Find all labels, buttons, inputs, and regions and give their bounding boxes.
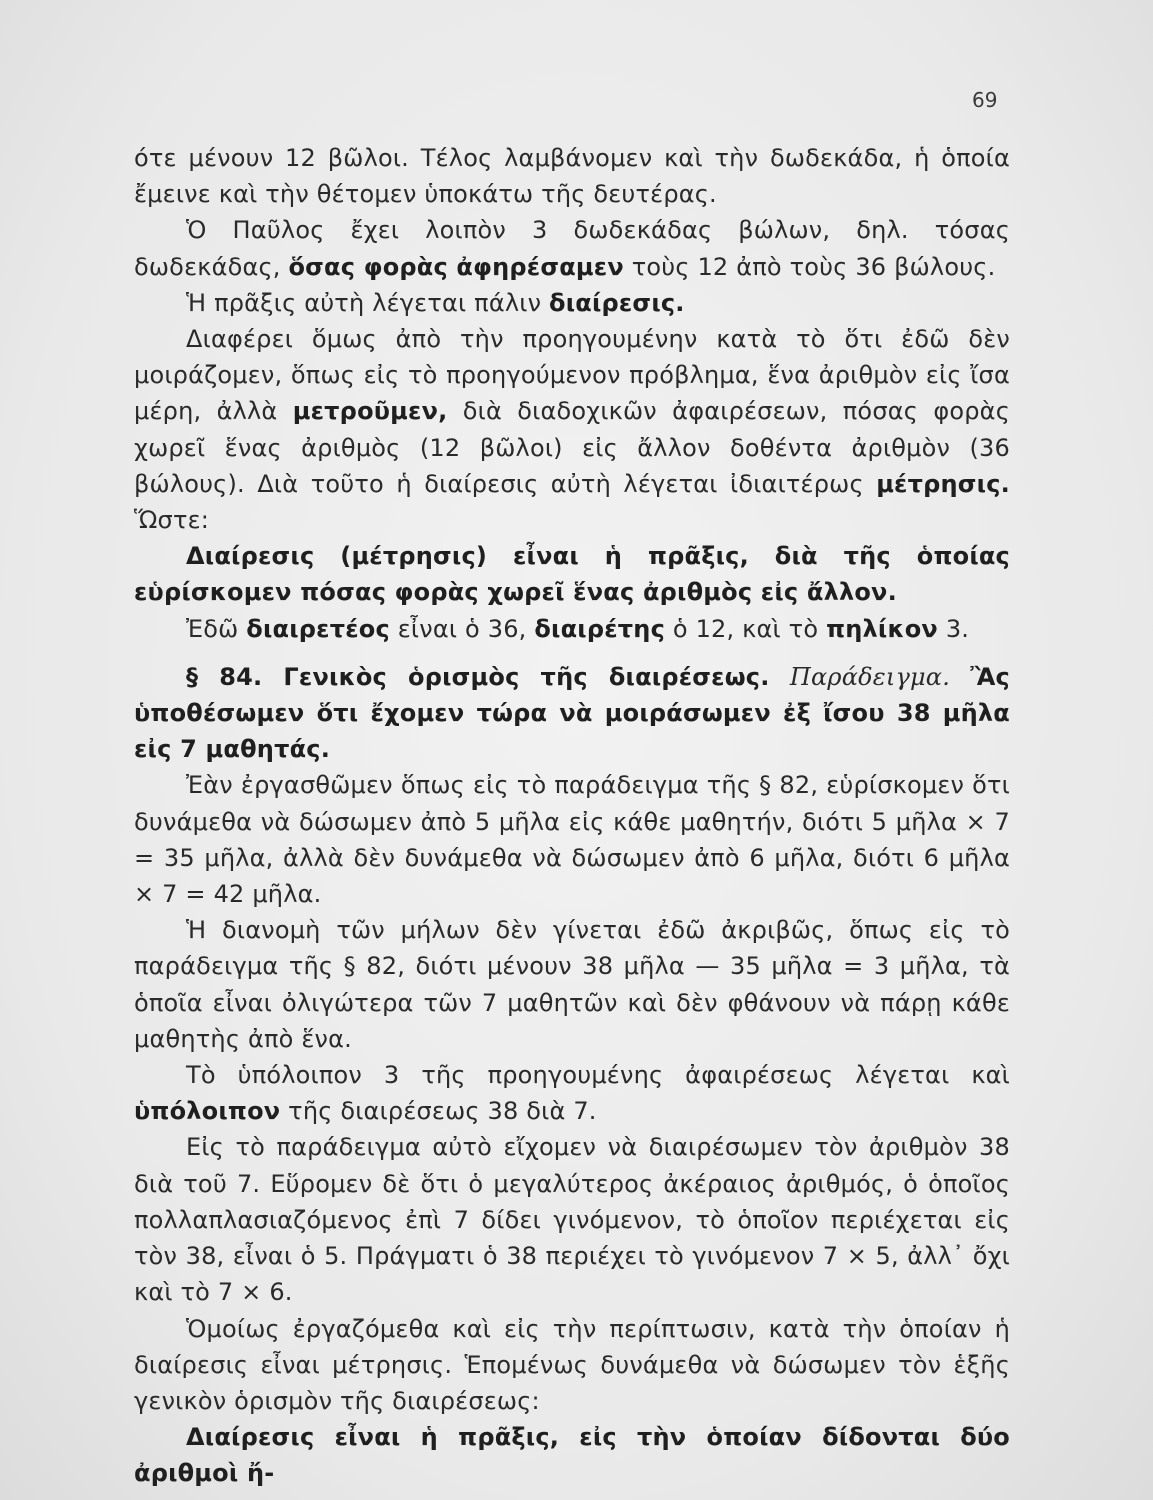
term-quotient: πηλίκον <box>826 614 938 643</box>
paragraph-2-text-a: Ὁ Παῦλος ἔχει λοιπὸν 3 δωδεκάδας βώλων, δηλ. τόσας δωδεκάδας, <box>134 216 1010 281</box>
paragraph-3 <box>134 285 1010 321</box>
paragraph-4 <box>134 321 1010 538</box>
section-84 <box>134 659 1010 768</box>
page-number: 69 <box>972 88 998 112</box>
paragraph-1-text: ότε μένουν 12 βῶλοι. Τέλος λαμβάνομεν καὶ τὴν δωδεκάδα, ἡ ὁποία ἔμεινε καὶ τὴν θέτομεν ὑποκάτω τῆς δευτέρας. <box>134 144 1010 209</box>
paragraph-8-text: Ἐὰν ἐργασθῶμεν ὅπως εἰς τὸ παράδειγμα τῆς § 82, εὑρίσκομεν ὅτι δυνάμεθα νὰ δώσωμεν ἀπὸ 5 μῆλα εἰς κάθε μαθητήν, διότι 5 μῆλα × 7 = 35 μῆλα, ἀλλὰ δὲν δυνάμεθα νὰ δώσωμεν ἀπὸ 6 μῆλα, διότι 6 μῆλα × 7 = 42 μῆλα. <box>134 771 1010 909</box>
definition-general <box>134 1419 1010 1491</box>
paragraph-11-text: Εἰς τὸ παράδειγμα αὐτὸ εἴχομεν νὰ διαιρέσωμεν τὸν ἀριθμὸν 38 διὰ τοῦ 7. Εὕρομεν δὲ ὅτι ὁ μεγαλύτερος ἀκέραιος ἀριθμός, ὁ ὁποῖος πολλαπλασιαζόμενος ἐπὶ 7 δίδει γινόμενον, τὸ ὁποῖον περιέχεται εἰς τὸν 38, εἶναι ὁ 5. Πράγματι ὁ 38 περιέχει τὸ γινόμενον 7 × 5, ἀλλ᾽ ὄχι καὶ τὸ 7 × 6. <box>134 1133 1010 1307</box>
paragraph-1 <box>134 140 1010 212</box>
term-metrisis: μέτρησις. <box>876 469 1010 498</box>
section-84-heading: § 84. Γενικὸς ὁρισμὸς τῆς διαιρέσεως. <box>186 662 770 691</box>
paragraph-6-text-a: Ἐδῶ <box>186 614 239 643</box>
section-84-example-label: Παράδειγμα. <box>789 662 951 691</box>
paragraph-6-text-c: εἶναι ὁ 36, <box>397 614 527 643</box>
paragraph-12 <box>134 1311 1010 1420</box>
term-metroumen: μετροῦμεν, <box>292 397 448 426</box>
paragraph-6-text-e: ὁ 12, καὶ τὸ <box>672 614 819 643</box>
term-remainder: ὑπόλοιπον <box>134 1097 281 1126</box>
paragraph-6-text-g: 3. <box>945 614 970 643</box>
paragraph-3-text: Ἡ πρᾶξις αὐτὴ λέγεται πάλιν <box>186 288 542 317</box>
paragraph-2-text-c: τοὺς 12 ἀπὸ τοὺς 36 βώλους. <box>631 252 996 281</box>
paragraph-9 <box>134 912 1010 1057</box>
paragraph-2 <box>134 212 1010 284</box>
paragraph-4-text-a: Διαφέρει ὅμως ἀπὸ τὴν προηγουμένην κατὰ τὸ ὅτι ἐδῶ δὲν μοιράζομεν, ὅπως εἰς τὸ προηγούμενον πρόβλημα, ἕνα ἀριθμὸν εἰς ἴσα μέρη, ἀλλὰ <box>134 325 1010 426</box>
paragraph-12-text: Ὁμοίως ἐργαζόμεθα καὶ εἰς τὴν περίπτωσιν, κατὰ τὴν ὁποίαν ἡ διαίρεσις εἶναι μέτρησις. Ἑπομένως δυνάμεθα νὰ δώσωμεν τὸν ἑξῆς γενικὸν ὁρισμὸν τῆς διαιρέσεως: <box>134 1314 1010 1415</box>
paragraph-6 <box>134 611 1010 647</box>
paragraph-4-text-e: Ὥστε: <box>134 506 210 535</box>
section-84-problem: Ἂς ὑποθέσωμεν ὅτι ἔχομεν τώρα νὰ μοιράσωμεν ἐξ ἴσου 38 μῆλα εἰς 7 μαθητάς. <box>134 662 1010 764</box>
paragraph-4-text-c: διὰ διαδοχικῶν ἀφαιρέσεων, πόσας φορὰς χωρεῖ ἕνας ἀριθμὸς (12 βῶλοι) εἰς ἄλλον δοθέντα ἀριθμὸν (36 βώλους). Διὰ τοῦτο ἡ διαίρεσις αὐτὴ λέγεται ἰδιαιτέρως <box>134 397 1010 498</box>
paragraph-9-text: Ἡ διανομὴ τῶν μήλων δὲν γίνεται ἐδῶ ἀκριβῶς, ὅπως εἰς τὸ παράδειγμα τῆς § 82, διότι μένουν 38 μῆλα — 35 μῆλα = 3 μῆλα, τὰ ὁποῖα εἶναι ὀλιγώτερα τῶν 7 μαθητῶν καὶ δὲν φθάνουν νὰ πάρῃ κάθε μαθητὴς ἀπὸ ἕνα. <box>134 916 1010 1053</box>
term-dividend: διαιρετέος <box>246 614 390 643</box>
page-body <box>134 140 1010 1492</box>
paragraph-11 <box>134 1129 1010 1310</box>
definition-general-text: Διαίρεσις εἶναι ἡ πρᾶξις, εἰς τὴν ὁποίαν δίδονται δύο ἀριθμοὶ ἤ- <box>134 1423 1010 1488</box>
paragraph-10-text-a: Τὸ ὑπόλοιπον 3 τῆς προηγουμένης ἀφαιρέσεως λέγεται καὶ <box>186 1061 1010 1090</box>
term-divisor: διαιρέτης <box>534 614 666 643</box>
paragraph-2-bold: ὅσας φορὰς ἀφηρέσαμεν <box>288 252 624 281</box>
paragraph-8 <box>134 767 1010 912</box>
paragraph-10 <box>134 1057 1010 1129</box>
definition-measurement <box>134 538 1010 610</box>
term-diairesis: διαίρεσις. <box>549 288 685 317</box>
paragraph-10-text-c: τῆς διαιρέσεως 38 διὰ 7. <box>288 1097 597 1126</box>
definition-measurement-text: Διαίρεσις (μέτρησις) εἶναι ἡ πρᾶξις, διὰ τῆς ὁποίας εὑρίσκομεν πόσας φορὰς χωρεῖ ἕνας ἀριθμὸς εἰς ἄλλον. <box>134 542 1010 607</box>
